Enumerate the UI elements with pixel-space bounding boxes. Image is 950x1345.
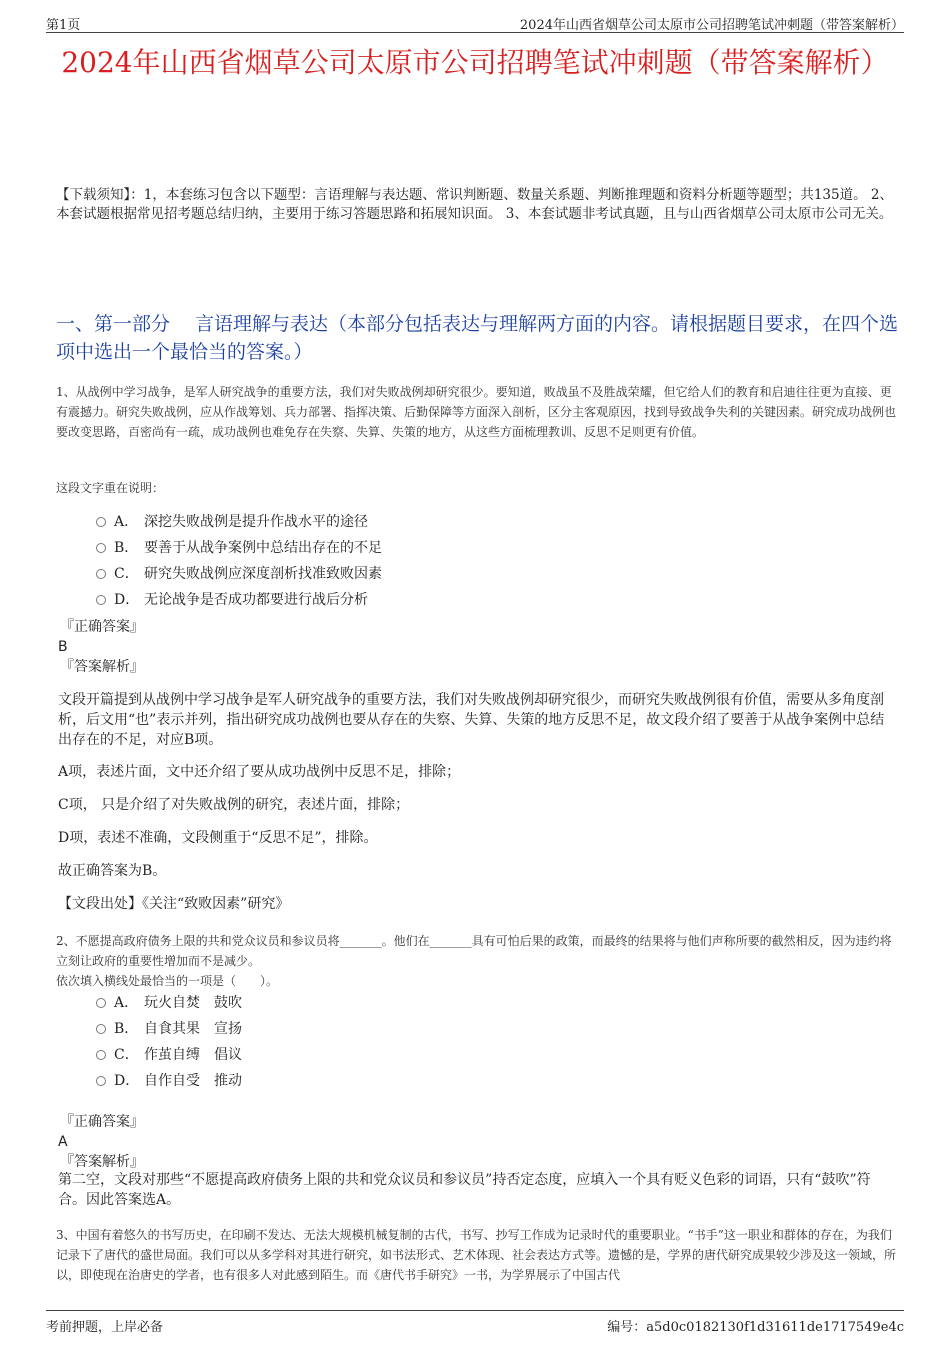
q1-prompt: 这段文字重在说明： [56, 481, 165, 495]
q1-analysis-conclusion: 故正确答案为B。 [58, 863, 167, 879]
q1-analysis-d: D项，表述不准确，文段侧重于“反思不足”，排除。 [58, 830, 378, 846]
q3-stem: 3、中国有着悠久的书写历史，在印刷不发达、无法大规模机械复制的古代，书写、抄写工作成为记录时代的重要职业。“书手”这一职业和群体的存在，为我们记录下了唐代的盛世局面。我们可以从多学科对其进行研究，如书法形式、艺术体现、社会表达方式等。遗憾的是，学界的唐代研究成果较少涉及这一领域，所以，即使现在治唐史的学者，也有很多人对此感到陌生。而《唐代书手研究》一书，为学界展示了中国古代 [56, 1228, 897, 1282]
q2-option-b[interactable]: B． 自食其果 宣扬 [96, 1016, 796, 1042]
page-footer [46, 1310, 904, 1333]
radio-icon[interactable] [96, 569, 106, 579]
q2-analysis-label: 『答案解析』 [60, 1154, 144, 1170]
q1-option-a[interactable]: A． 深挖失败战例是提升作战水平的途径 [96, 509, 796, 535]
q1-analysis-c: C项， 只是介绍了对失败战例的研究，表述片面，排除； [58, 797, 410, 813]
q2-prompt: 依次填入横线处最恰当的一项是（ ）。 [56, 974, 279, 988]
header-doc-title: 2024年山西省烟草公司太原市公司招聘笔试冲刺题（带答案解析） [519, 18, 904, 33]
q2-answer-label: 『正确答案』 [60, 1114, 144, 1130]
page-header [46, 12, 904, 33]
q1-option-c[interactable]: C． 研究失败战例应深度剖析找准致败因素 [96, 561, 796, 587]
q2-analysis: 第二空，文段对那些“不愿提高政府债务上限的共和党众议员和参议员”持否定态度，应填入一个具有贬义色彩的词语，只有“鼓吹”符合。因此答案选A。 [58, 1172, 871, 1208]
footer-slogan: 考前押题，上岸必备 [46, 1320, 164, 1335]
q2-stem: 2、不愿提高政府债务上限的共和党众议员和参议员将_______。他们在_______具有可怕后果的政策，而最终的结果将与他们声称所要的截然相反，因为违约将立刻让政府的重要性增加而不是减少。 [56, 934, 892, 968]
page-number: 第1页 [46, 18, 81, 33]
download-notice: 【下载须知】：1，本套练习包含以下题型：言语理解与表达题、常识判断题、数量关系题、判断推理题和资料分析题等题型；共135道。 2、本套试题根据常见招考题总结归纳，主要用于练习答题思路和拓展知识面。 3、本套试题非考试真题，且与山西省烟草公司太原市公司无关。 [56, 187, 893, 222]
q1-stem: 1、从战例中学习战争，是军人研究战争的重要方法，我们对失败战例却研究很少。要知道，败战虽不及胜战荣耀，但它给人们的教育和启迪往往更为直接、更有震撼力。研究失败战例，应从作战筹划、兵力部署、指挥决策、后勤保障等方面深入剖析，区分主客观原因，找到导致战争失利的关键因素。研究成功战例也要改变思路，百密尚有一疏，成功战例也难免存在失察、失算、失策的地方，从这些方面梳理教训、反思不足则更有价值。 [56, 385, 897, 439]
q1-option-b[interactable]: B． 要善于从战争案例中总结出存在的不足 [96, 535, 796, 561]
footer-doc-id: 编号：a5d0c0182130f1d31611de1717549e4c [607, 1320, 904, 1335]
q1-option-d[interactable]: D． 无论战争是否成功都要进行战后分析 [96, 587, 796, 613]
q1-analysis-label: 『答案解析』 [60, 659, 144, 675]
q2-option-d[interactable]: D． 自作自受 推动 [96, 1068, 796, 1094]
radio-icon[interactable] [96, 998, 106, 1008]
q2-option-c[interactable]: C． 作茧自缚 倡议 [96, 1042, 796, 1068]
q2-option-a[interactable]: A． 玩火自焚 鼓吹 [96, 990, 796, 1016]
section-heading: 一、第一部分 言语理解与表达（本部分包括表达与理解两方面的内容。请根据题目要求，在四个选项中选出一个最恰当的答案。） [56, 313, 899, 363]
radio-icon[interactable] [96, 517, 106, 527]
radio-icon[interactable] [96, 543, 106, 553]
radio-icon[interactable] [96, 1076, 106, 1086]
q1-answer: B [58, 639, 68, 655]
q1-analysis-a: A项，表述片面，文中还介绍了要从成功战例中反思不足，排除； [58, 764, 461, 780]
q2-answer: A [58, 1134, 68, 1150]
radio-icon[interactable] [96, 595, 106, 605]
radio-icon[interactable] [96, 1050, 106, 1060]
q1-source: 【文段出处】《关注“致败因素”研究》 [58, 896, 290, 912]
q1-options [96, 509, 796, 613]
q1-answer-label: 『正确答案』 [60, 619, 144, 635]
q1-analysis-main: 文段开篇提到从战例中学习战争是军人研究战争的重要方法，我们对失败战例却研究很少，而研究失败战例很有价值，需要从多角度剖析，后文用“也”表示并列，指出研究成功战例也要从存在的失察、失算、失策的地方反思不足，故文段介绍了要善于从战争案例中总结出存在的不足，对应B项。 [58, 692, 885, 748]
radio-icon[interactable] [96, 1024, 106, 1034]
page-title: 2024年山西省烟草公司太原市公司招聘笔试冲刺题（带答案解析） [61, 46, 889, 79]
q2-options [96, 990, 796, 1094]
